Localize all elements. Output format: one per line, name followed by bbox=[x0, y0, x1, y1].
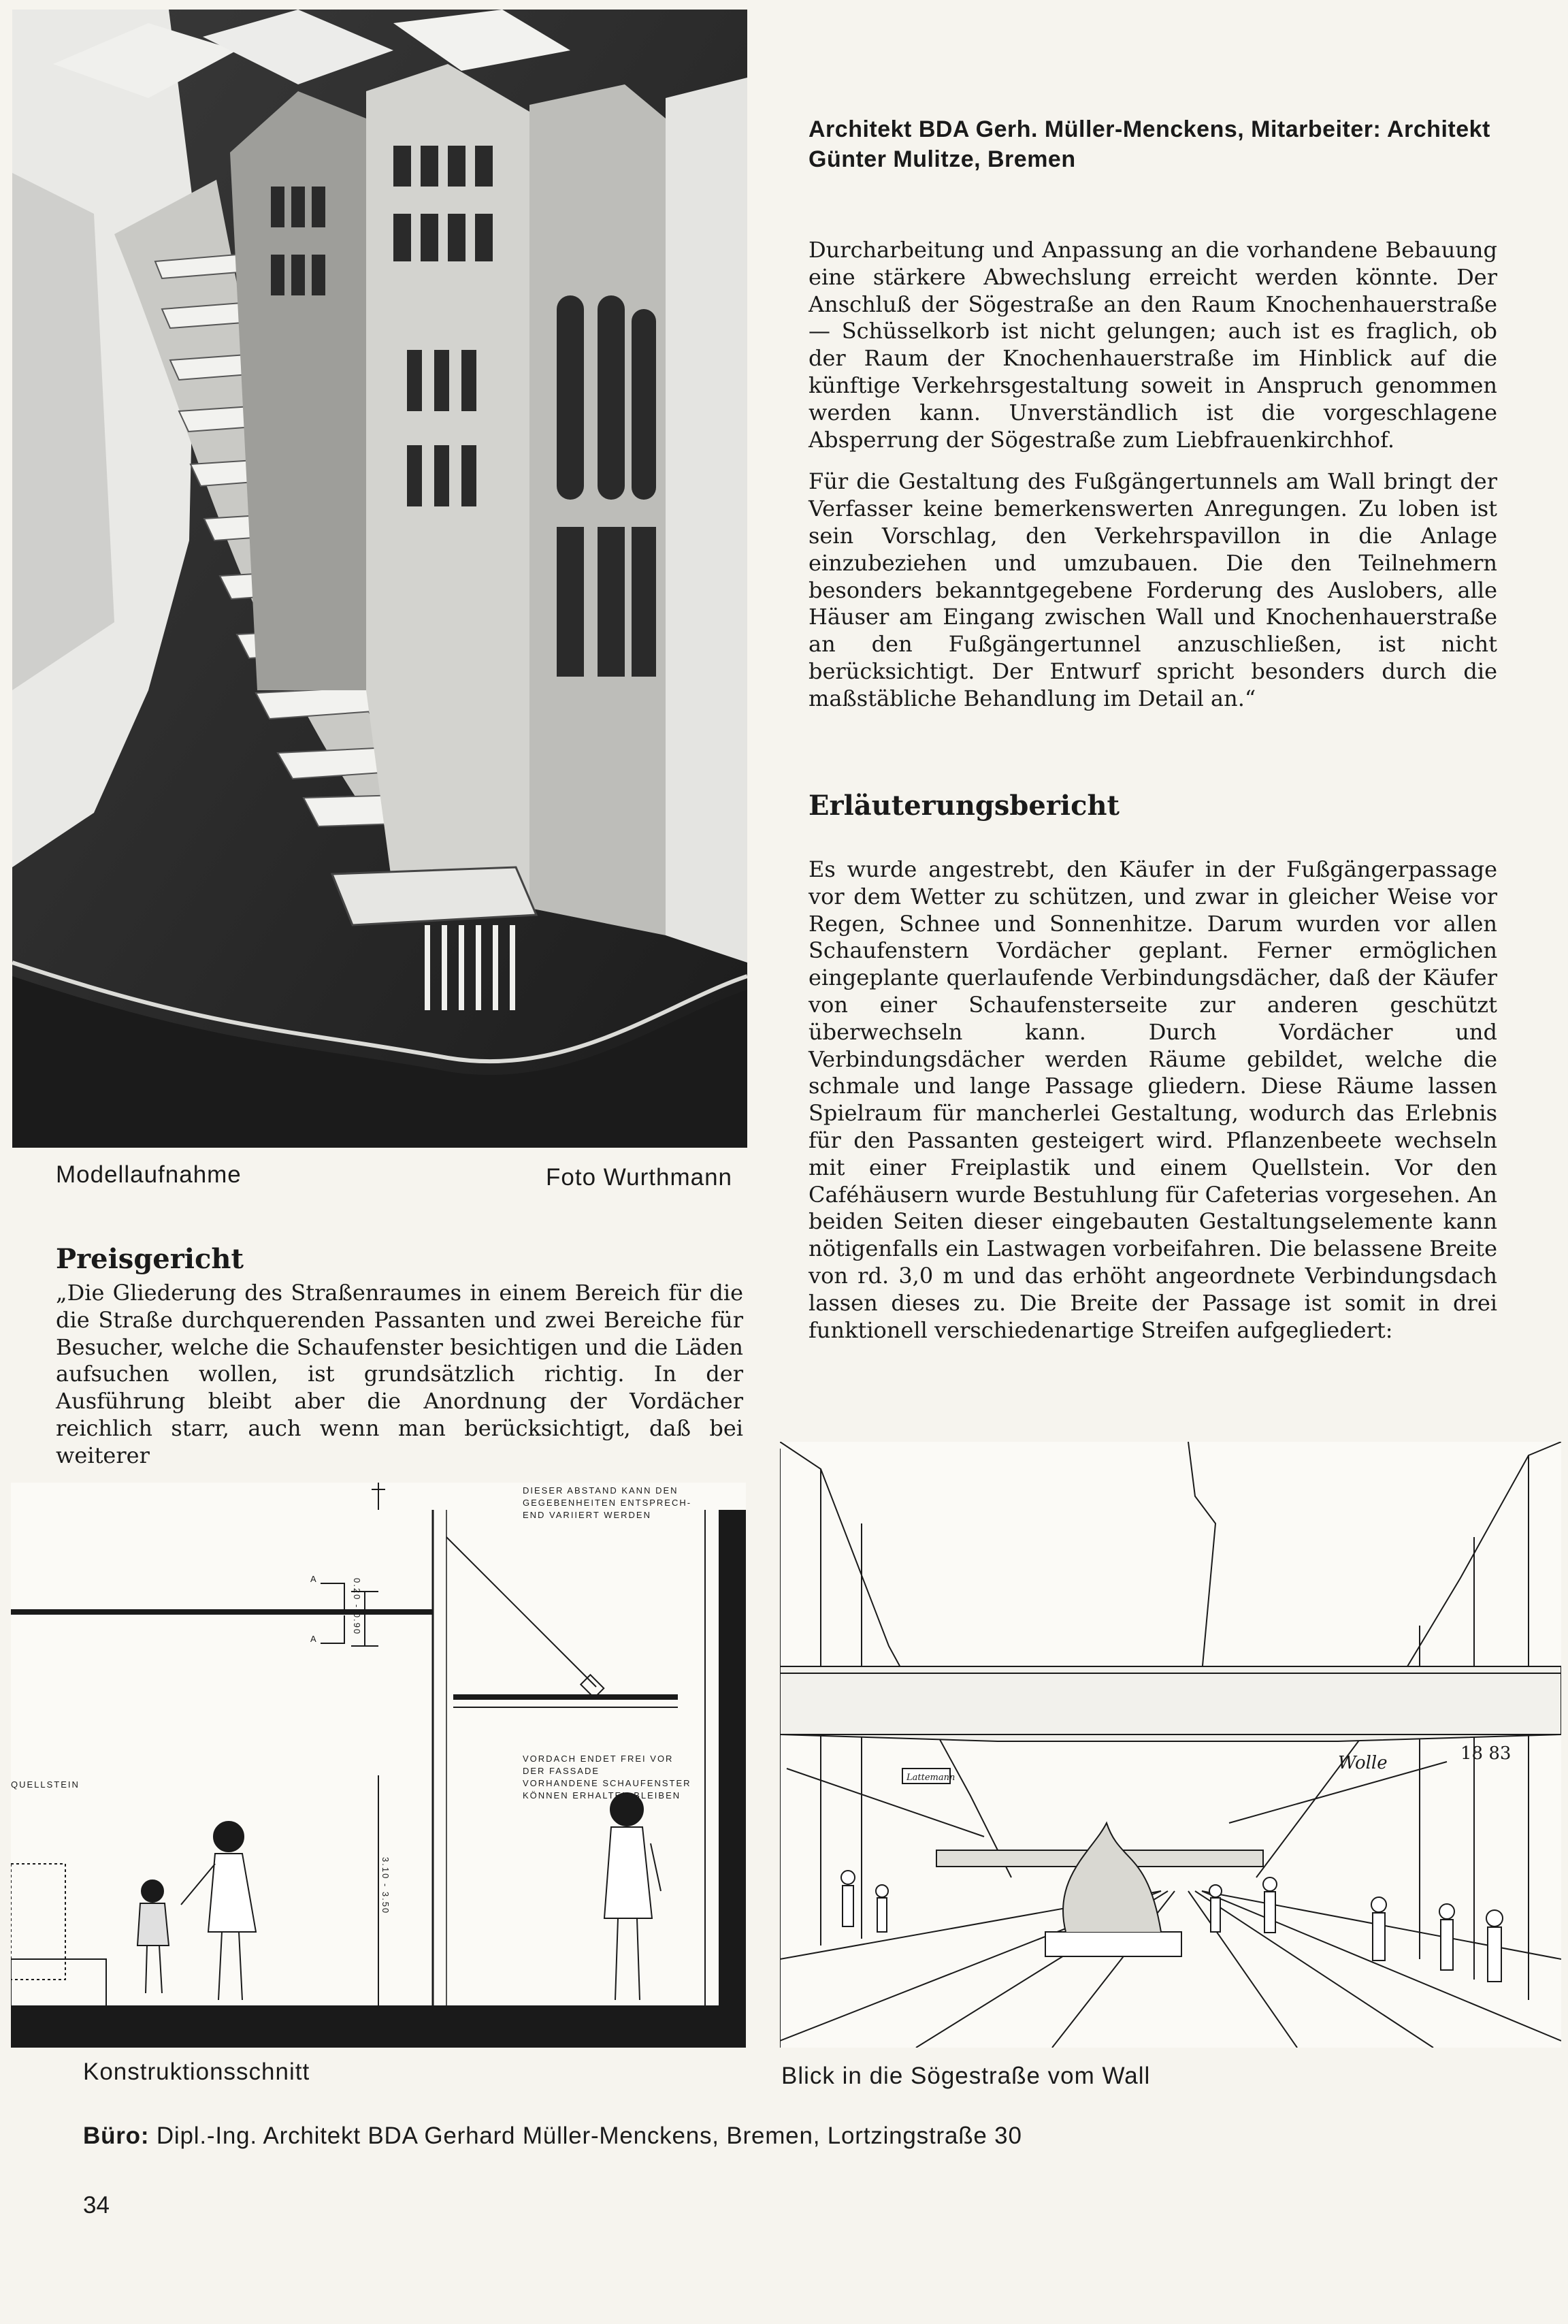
model-photo bbox=[12, 10, 747, 1148]
photo-caption-credit: Foto Wurthmann bbox=[546, 1164, 733, 1191]
left-column-text bbox=[56, 1280, 743, 1470]
architect-credit bbox=[808, 114, 1497, 174]
section-marker-a-bottom: A bbox=[310, 1634, 318, 1644]
note-canopy-4: KÖNNEN ERHALTEN BLEIBEN bbox=[523, 1790, 681, 1801]
section-caption: Konstruktionsschnitt bbox=[83, 2059, 310, 2085]
street-caption: Blick in die Sögestraße vom Wall bbox=[781, 2063, 1151, 2089]
dimension-upper: 0.20 - 0.90 bbox=[352, 1578, 362, 1636]
note-canopy-1: VORDACH ENDET FREI VOR bbox=[523, 1754, 674, 1764]
street-perspective-drawing bbox=[780, 1442, 1561, 2048]
jury-paragraph-continued: Durcharbeitung und Anpassung an die vorhandene Bebauung eine stärkere Abwechslung erreicht werden könnte. Der Anschluß der Sögestraße an den Raum Knochenhauerstraße — Schüsselkorb ist nicht gelungen; auch ist es fraglich, ob der Raum der Knochenhauerstraße im Hinblick auf die künftige Verkehrsgestaltung soweit in Anspruch genommen werden kann. Unverständlich ist die vorgeschlagene Absperrung der Sögestraße zum Liebfrauenkirchhof. bbox=[808, 237, 1497, 453]
jury-heading: Preisgericht bbox=[56, 1243, 244, 1275]
report-heading: Erläuterungsbericht bbox=[808, 790, 1120, 822]
note-distance-3: END VARIIERT WERDEN bbox=[523, 1510, 651, 1520]
architect-credit-line-1: Architekt BDA Gerh. Müller-Menckens, Mitarbeiter: Architekt bbox=[808, 116, 1490, 142]
jury-paragraph-2: Für die Gestaltung des Fußgängertunnels am Wall bringt der Verfasser keine bemerkenswerten Anregungen. Zu loben ist sein Vorschlag, den Verkehrspavillon in die Anlage einzubeziehen und umzubauen. Die den Teilnehmern besonders bekanntgegebene Forderung des Auslobers, alle Häuser am Eingang zwischen Wall und Knochenhauerstraße an den Fußgängertunnel anzuschließen, ist nicht berücksichtigt. Der Entwurf spricht besonders durch die maßstäbliche Behandlung im Detail an.“ bbox=[808, 468, 1497, 711]
office-credit bbox=[83, 2123, 1022, 2150]
note-canopy-2: DER FASSADE bbox=[523, 1766, 600, 1776]
street-drawing-svg bbox=[780, 1442, 1561, 2048]
label-quellstein: QUELLSTEIN bbox=[11, 1779, 80, 1790]
shop-sign-right: Wolle bbox=[1338, 1753, 1388, 1773]
page-number: 34 bbox=[83, 2192, 110, 2218]
note-distance-1: DIESER ABSTAND KANN DEN bbox=[523, 1485, 679, 1496]
section-marker-a-top: A bbox=[310, 1574, 318, 1584]
section-drawing-svg bbox=[11, 1483, 746, 2048]
right-column-report bbox=[808, 856, 1497, 1344]
note-canopy-3: VORHANDENE SCHAUFENSTER bbox=[523, 1778, 691, 1788]
shop-sign-left: Lattemann bbox=[906, 1773, 956, 1783]
office-text: Dipl.-Ing. Architekt BDA Gerhard Müller-Menckens, Bremen, Lortzingstraße 30 bbox=[156, 2123, 1022, 2149]
report-paragraph: Es wurde angestrebt, den Käufer in der Fußgängerpassage vor dem Wetter zu schützen, und zwar in gleicher Weise vor Regen, Schnee und Sonnenhitze. Darum wurden vor allen Schaufenstern Vordächer geplant. Ferner ermöglichen eingeplante querlaufende Verbindungsdächer, daß der Käufer von einer Schaufensterseite zur anderen geschützt überwechseln kann. Durch Vordächer und Verbindungsdächer werden Räume gebildet, welche die schmale und lange Passage gliedern. Diese Räume lassen Spielraum für mancherlei Gestaltung, wodurch das Erlebnis für den Passanten gesteigert wird. Pflanzenbeete wechseln mit einer Freiplastik und einem Quellstein. Vor den Caféhäusern wurde Bestuhlung für Cafeterias vorgesehen. An beiden Seiten dieser eingebauten Gestaltungselemente kann nötigenfalls ein Lastwagen vorbeifahren. Die belassene Breite von rd. 3,0 m und das erhöht angeordnete Verbindungsdach lassen dieses zu. Die Breite der Passage ist somit in drei funktionell verschiedenartige Streifen aufgegliedert: bbox=[808, 856, 1497, 1343]
shop-sign-year: 18 83 bbox=[1460, 1743, 1512, 1764]
architect-credit-line-2: Günter Mulitze, Bremen bbox=[808, 146, 1076, 172]
construction-section-drawing bbox=[11, 1483, 746, 2048]
jury-paragraph-1: „Die Gliederung des Straßenraumes in einem Bereich für die die Straße durchquerenden Passanten und zwei Bereiche für Besucher, welche die Schaufenster besichtigen und die Läden aufsuchen wollen, ist grundsätzlich richtig. In der Ausführung bleibt aber die Anordnung der Vordächer reichlich starr, auch wenn man berücksichtigt, daß bei weiterer bbox=[56, 1280, 743, 1468]
photo-caption-left: Modellaufnahme bbox=[56, 1161, 242, 1188]
note-distance-2: GEGEBENHEITEN ENTSPRECH- bbox=[523, 1498, 692, 1508]
office-label: Büro: bbox=[83, 2123, 150, 2149]
dimension-lower: 3.10 - 3.50 bbox=[380, 1857, 391, 1915]
right-column-top bbox=[808, 237, 1497, 713]
model-photo-image bbox=[12, 10, 747, 1148]
